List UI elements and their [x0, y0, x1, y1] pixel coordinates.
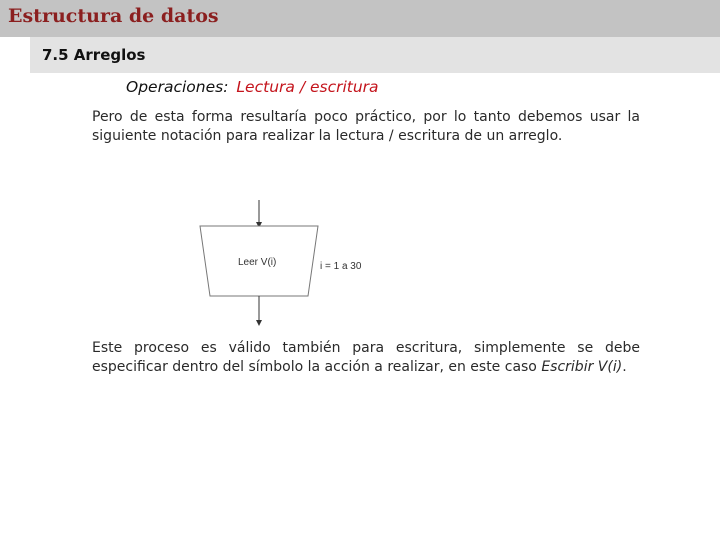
- paragraph-note-end: .: [622, 359, 627, 375]
- shape-label: Leer V(i): [238, 257, 277, 268]
- loop-label: i = 1 a 30: [320, 261, 362, 272]
- read-write-diagram: [190, 195, 390, 330]
- paragraph-note-text: Este proceso es válido también para escritura, simplemente se debe especificar dentro del símbolo la acción a realizar, en este caso: [92, 340, 640, 375]
- subtitle-label: Operaciones:: [126, 78, 229, 96]
- paragraph-note: [92, 339, 640, 377]
- paragraph-intro: Pero de esta forma resultaría poco práctico, por lo tanto debemos usar la siguiente notación para realizar la lectura / escritura de un arreglo.: [92, 109, 640, 144]
- section-title: 7.5 Arreglos: [42, 46, 146, 64]
- section-bar: [30, 37, 720, 73]
- slide-title: Estructura de datos: [8, 5, 219, 27]
- subtitle-topic: Lectura / escritura: [236, 78, 379, 96]
- subtitle: [126, 78, 379, 96]
- title-bar: [0, 0, 720, 37]
- paragraph-note-emphasis: Escribir V(i): [541, 359, 623, 375]
